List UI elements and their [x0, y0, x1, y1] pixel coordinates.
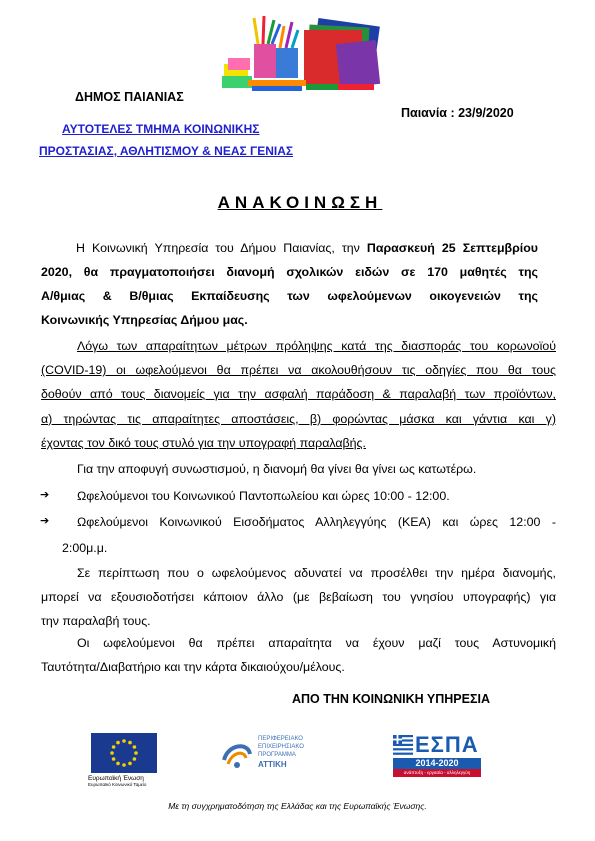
eu-label-line1: Ευρωπαϊκή Ένωση — [88, 775, 144, 782]
p1-line4: Κοινωνικής Υπηρεσίας Δήμου μας. — [41, 313, 248, 328]
paragraph-covid-measures — [41, 334, 556, 455]
espa-motto: ανάπτυξη - εργασία - αλληλεγγύη — [393, 769, 481, 777]
bullet-arrow-1: ➔ — [40, 489, 50, 501]
department-name-line2[interactable]: ΠΡΟΣΤΑΣΙΑΣ, ΑΘΛΗΤΙΣΜΟΥ & ΝΕΑΣ ΓΕΝΙΑΣ — [39, 144, 294, 158]
p4-line3: την παραλαβή τους. — [41, 614, 151, 629]
bullet-kea — [77, 510, 556, 534]
p2-line2: (COVID-19) οι ωφελούμενοι θα πρέπει να ακολουθήσουν τις οδηγίες που θα τους — [41, 363, 556, 378]
bullet-kea-line1: Ωφελούμενοι Κοινωνικού Εισοδήματος Αλληλεγγύης (ΚΕΑ) και ώρες 12:00 - — [77, 515, 556, 529]
p1-line3: Α/θμιας & Β/θμιας Εκπαίδευσης των ωφελούμενων οικογενειών της — [41, 289, 538, 304]
pep-line1: ΠΕΡΙΦΕΡΕΙΑΚΟ — [258, 736, 303, 742]
p4-line1: Σε περίπτωση που ο ωφελούμενος αδυνατεί να προσέλθει την ημέρα διανομής, — [77, 566, 556, 580]
bullet-arrow-2: ➔ — [40, 515, 50, 527]
p5-line1: Οι ωφελούμενοι θα πρέπει απαραίτητα να έχουν μαζί τους Αστυνομική — [77, 636, 556, 650]
signature: ΑΠΟ ΤΗΝ ΚΟΙΝΩΝΙΚΗ ΥΠΗΡΕΣΙΑ — [292, 692, 490, 706]
page-title: ΑΝΑΚΟΙΝΩΣΗ — [217, 193, 383, 212]
department-name-line1[interactable]: ΑΥΤΟΤΕΛΕΣ ΤΜΗΜΑ ΚΟΙΝΩΝΙΚΗΣ — [62, 122, 260, 136]
announcement-date: Παιανία : 23/9/2020 — [401, 106, 514, 120]
p1-line2: 2020, θα πραγματοποιήσει διανομή σχολικών ειδών σε 170 μαθητές της — [41, 265, 538, 279]
paragraph-distribution-announcement — [74, 236, 538, 260]
pep-line3: ΠΡΟΓΡΑΜΜΑ — [258, 752, 296, 758]
p2-line1: Λόγω των απαραίτητων μέτρων πρόληψης κατά της διασποράς του κορωνοϊού — [77, 339, 556, 353]
espa-logo — [393, 733, 483, 779]
eu-label-line2: Ευρωπαϊκό Κοινωνικό Ταμείο — [88, 782, 147, 787]
p5-line2: Ταυτότητα/Διαβατήριο και την κάρτα δικαιούχου/μέλους. — [41, 660, 345, 675]
paragraph-distribution-body — [41, 260, 538, 332]
p2-line3: δοθούν από τους διανομείς για την ασφαλή παράδοση & παραλαβή των προϊόντων, — [41, 387, 556, 402]
p1-line1-date: Παρασκευή 25 Σεπτεμβρίου — [366, 241, 538, 255]
school-supplies-image — [218, 12, 390, 94]
p1-line1 — [74, 236, 538, 260]
paragraph-authorization — [41, 561, 556, 634]
municipality-name: ΔΗΜΟΣ ΠΑΙΑΝΙΑΣ — [75, 90, 184, 104]
attiki-logo — [220, 734, 320, 784]
pep-line4: ΑΤΤΙΚΗ — [258, 760, 287, 769]
pep-line2: ΕΠΙΧΕΙΡΗΣΙΑΚΟ — [258, 744, 304, 750]
cofunding-note: Με τη συγχρηματοδότηση της Ελλάδας και της Ευρωπαϊκής Ένωσης. — [168, 801, 427, 811]
bullet-food-bank: Ωφελούμενοι του Κοινωνικού Παντοπωλείου και ώρες 10:00 - 12:00. — [77, 489, 450, 503]
p2-line5: έχοντας τον δικό τους στυλό για την υπογραφή παραλαβής. — [41, 435, 366, 450]
paragraph-schedule-intro: Για την αποφυγή συνωστισμού, η διανομή θα γίνει θα γίνει ως κατωτέρω. — [77, 462, 477, 476]
attiki-swirl-icon — [220, 738, 254, 772]
espa-title: ΕΣΠΑ — [415, 732, 479, 757]
p2-line4: α) τηρώντας τις απαραίτητες αποστάσεις, β) φορώντας μάσκα και γάντια και γ) — [41, 411, 556, 426]
eu-flag-icon — [91, 733, 157, 773]
paragraph-documents — [41, 631, 556, 679]
espa-years: 2014-2020 — [393, 758, 481, 769]
p4-line2: μπορεί να εξουσιοδοτήσει κάποιον άλλο (με βεβαίωση του γνησίου υπογραφής) για — [41, 590, 556, 605]
eu-logo — [88, 733, 180, 791]
greek-flag-icon — [393, 735, 413, 755]
p1-line1-plain: Η Κοινωνική Υπηρεσία του Δήμου Παιανίας, την — [76, 241, 367, 255]
bullet-kea-line2: 2:00μ.μ. — [62, 541, 108, 555]
